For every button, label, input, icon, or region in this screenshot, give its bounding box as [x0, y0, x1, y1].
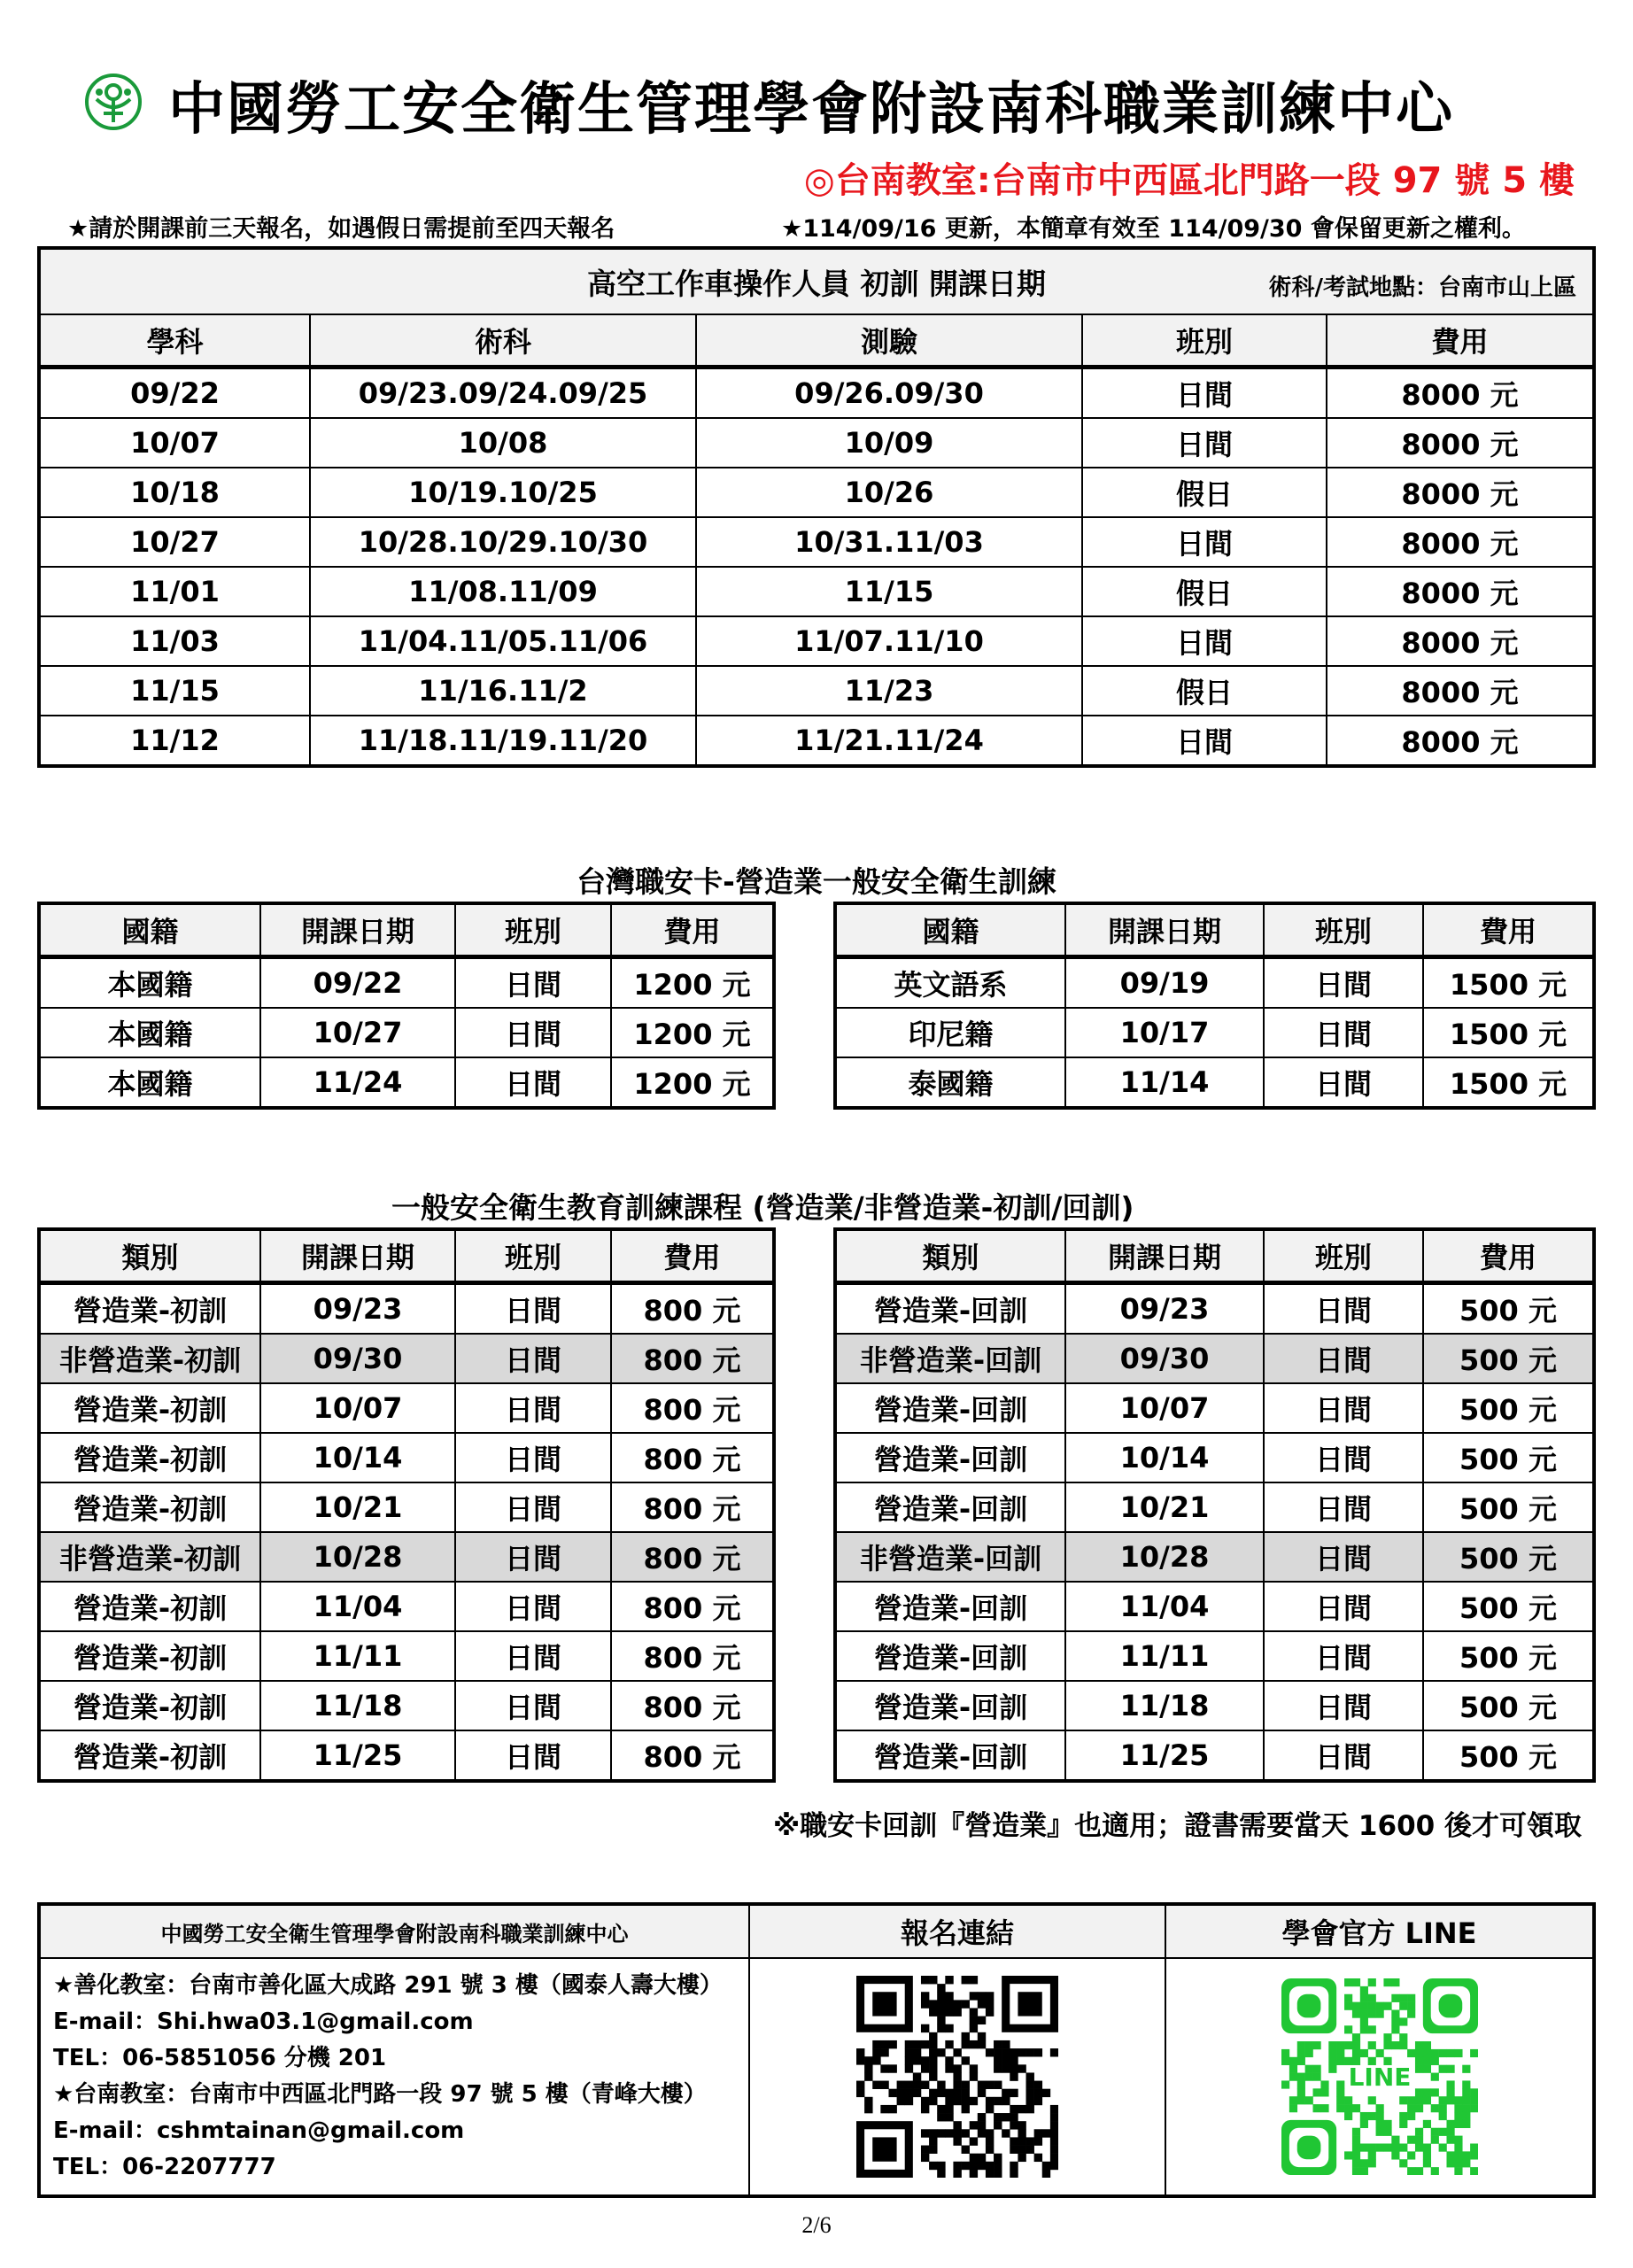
general-training-title: 一般安全衛生教育訓練課程 (營造業/非營造業-初訓/回訓): [391, 1190, 1134, 1225]
column-header: 班別: [455, 1229, 611, 1283]
column-header: 班別: [1082, 314, 1327, 368]
safety-card-foreign-table: [833, 902, 1596, 1110]
table-row: [39, 1057, 774, 1108]
table-cell: 營造業-回訓: [835, 1482, 1065, 1532]
table-row: [39, 1681, 774, 1730]
table-row: [39, 468, 1594, 517]
table-row: [39, 567, 1594, 616]
refresher-training-table: [833, 1227, 1596, 1783]
table-cell: 日間: [1082, 368, 1327, 419]
table-cell: 日間: [1082, 716, 1327, 766]
safety-card-local-table: [37, 902, 776, 1110]
table-cell: 11/08.11/09: [310, 567, 696, 616]
table-cell: 10/07: [260, 1383, 455, 1433]
table-row: [835, 1582, 1594, 1631]
table-row: [835, 1532, 1594, 1582]
table-row: [39, 1582, 774, 1631]
table-cell: 日間: [1264, 1681, 1423, 1730]
table-cell: 日間: [1264, 1582, 1423, 1631]
table-row: [39, 1008, 774, 1057]
table-cell: 11/25: [260, 1730, 455, 1781]
table-cell: 10/27: [39, 517, 310, 567]
table-cell: 日間: [1264, 1383, 1423, 1433]
registration-link-heading: 報名連結: [749, 1904, 1165, 1958]
table-row: [39, 418, 1594, 468]
table-row: [39, 517, 1594, 567]
column-header: 測驗: [696, 314, 1082, 368]
table-cell: 11/11: [1065, 1631, 1264, 1681]
exam-location: 術科/考試地點：台南市山上區: [1268, 275, 1577, 301]
table-cell: 800 元: [611, 1532, 774, 1582]
table-cell: 11/11: [260, 1631, 455, 1681]
shanhua-classroom: ★善化教室：台南市善化區大成路 291 號 3 樓（國泰人壽大樓）: [53, 1972, 723, 1999]
table-row: [39, 716, 1594, 766]
table-cell: 10/31.11/03: [696, 517, 1082, 567]
table-cell: 10/26: [696, 468, 1082, 517]
table-header-row: [39, 314, 1594, 368]
table-cell: 假日: [1082, 567, 1327, 616]
column-header: 術科: [310, 314, 696, 368]
table-cell: 11/07.11/10: [696, 616, 1082, 666]
table-cell: 800 元: [611, 1681, 774, 1730]
table-cell: 11/18.11/19.11/20: [310, 716, 696, 766]
table-cell: 8000 元: [1327, 468, 1594, 517]
table-cell: 日間: [455, 1433, 611, 1482]
column-header: 開課日期: [260, 1229, 455, 1283]
table-cell: 8000 元: [1327, 567, 1594, 616]
table-header-row: [835, 1229, 1594, 1283]
table-cell: 11/15: [39, 666, 310, 716]
table-cell: 800 元: [611, 1283, 774, 1335]
table-row: [835, 1057, 1594, 1108]
table-cell: 英文語系: [835, 957, 1065, 1009]
table-cell: 營造業-回訓: [835, 1681, 1065, 1730]
table-cell: 11/04: [1065, 1582, 1264, 1631]
table-cell: 11/04: [260, 1582, 455, 1631]
table-cell: 09/23: [1065, 1283, 1264, 1335]
table-cell: 11/12: [39, 716, 310, 766]
table-cell: 500 元: [1423, 1433, 1594, 1482]
table-cell: 日間: [455, 1681, 611, 1730]
table-cell: 10/19.10/25: [310, 468, 696, 517]
table-cell: 營造業-初訓: [39, 1482, 260, 1532]
table-row: [835, 1433, 1594, 1482]
table-cell: 營造業-初訓: [39, 1283, 260, 1335]
table-cell: 營造業-初訓: [39, 1582, 260, 1631]
column-header: 費用: [1327, 314, 1594, 368]
initial-training-table: [37, 1227, 776, 1783]
table-cell: 500 元: [1423, 1334, 1594, 1383]
table-cell: 10/27: [260, 1008, 455, 1057]
column-header: 開課日期: [1065, 1229, 1264, 1283]
table-cell: 10/17: [1065, 1008, 1264, 1057]
table-cell: 10/14: [1065, 1433, 1264, 1482]
column-header: 國籍: [835, 903, 1065, 957]
table-cell: 營造業-回訓: [835, 1582, 1065, 1631]
table-caption-row: [39, 248, 1594, 314]
table-cell: 1200 元: [611, 957, 774, 1009]
column-header: 開課日期: [1065, 903, 1264, 957]
column-header: 類別: [39, 1229, 260, 1283]
column-header: 班別: [455, 903, 611, 957]
table-cell: 11/23: [696, 666, 1082, 716]
table-cell: 10/07: [1065, 1383, 1264, 1433]
table-cell: 營造業-回訓: [835, 1383, 1065, 1433]
table-cell: 本國籍: [39, 1008, 260, 1057]
table-cell: 500 元: [1423, 1482, 1594, 1532]
table-cell: 500 元: [1423, 1631, 1594, 1681]
tainan-email[interactable]: E-mail：cshmtainan@gmail.com: [53, 2117, 465, 2144]
table-row: [835, 1730, 1594, 1781]
table-cell: 日間: [1082, 616, 1327, 666]
table-cell: 本國籍: [39, 1057, 260, 1108]
table-row: [835, 1681, 1594, 1730]
table-row: [39, 957, 774, 1009]
table-cell: 11/18: [1065, 1681, 1264, 1730]
tainan-phone: TEL：06-2207777: [53, 2154, 276, 2180]
table-cell: 09/23: [260, 1283, 455, 1335]
table-cell: 800 元: [611, 1631, 774, 1681]
table-row: [39, 1482, 774, 1532]
aerial-course-table: [37, 246, 1596, 768]
table-cell: 1500 元: [1423, 957, 1594, 1009]
contact-footer-table: [37, 1902, 1596, 2198]
table-cell: 11/25: [1065, 1730, 1264, 1781]
table-row: [39, 1334, 774, 1383]
aerial-table-title: 高空工作車操作人員 初訓 開課日期: [587, 266, 1046, 301]
table-cell: 日間: [455, 1730, 611, 1781]
table-cell: 8000 元: [1327, 716, 1594, 766]
table-cell: 印尼籍: [835, 1008, 1065, 1057]
table-cell: 日間: [1264, 957, 1423, 1009]
column-header: 開課日期: [260, 903, 455, 957]
page-title: 中國勞工安全衛生管理學會附設南科職業訓練中心: [168, 77, 1454, 143]
table-cell: 日間: [1082, 418, 1327, 468]
table-row: [39, 1283, 774, 1335]
table-cell: 500 元: [1423, 1283, 1594, 1335]
table-cell: 11/04.11/05.11/06: [310, 616, 696, 666]
table-row: [39, 666, 1594, 716]
table-cell: 營造業-初訓: [39, 1681, 260, 1730]
column-header: 班別: [1264, 903, 1423, 957]
table-row: [835, 957, 1594, 1009]
footer-org-heading: 中國勞工安全衛生管理學會附設南科職業訓練中心: [39, 1904, 749, 1958]
table-cell: 10/14: [260, 1433, 455, 1482]
table-row: [39, 616, 1594, 666]
table-cell: 假日: [1082, 666, 1327, 716]
update-note: ★114/09/16 更新，本簡章有效至 114/09/30 會保留更新之權利。: [781, 215, 1526, 243]
table-cell: 500 元: [1423, 1730, 1594, 1781]
table-cell: 09/30: [1065, 1334, 1264, 1383]
column-header: 班別: [1264, 1229, 1423, 1283]
table-cell: 09/22: [39, 368, 310, 419]
table-row: [835, 1334, 1594, 1383]
table-cell: 營造業-回訓: [835, 1631, 1065, 1681]
table-cell: 800 元: [611, 1433, 774, 1482]
table-cell: 日間: [455, 1482, 611, 1532]
table-cell: 非營造業-初訓: [39, 1532, 260, 1582]
table-cell: 10/28: [260, 1532, 455, 1582]
table-cell: 8000 元: [1327, 616, 1594, 666]
table-cell: 營造業-初訓: [39, 1383, 260, 1433]
table-cell: 日間: [455, 1631, 611, 1681]
tainan-classroom: ★台南教室：台南市中西區北門路一段 97 號 5 樓（青峰大樓）: [53, 2081, 707, 2108]
table-cell: 11/16.11/2: [310, 666, 696, 716]
table-cell: 1200 元: [611, 1008, 774, 1057]
table-row: [39, 1730, 774, 1781]
table-cell: 500 元: [1423, 1582, 1594, 1631]
table-row: [835, 1283, 1594, 1335]
table-cell: 日間: [1264, 1433, 1423, 1482]
column-header: 費用: [1423, 1229, 1594, 1283]
classroom-address: ◎台南教室:台南市中西區北門路一段 97 號 5 樓: [803, 160, 1575, 201]
shanhua-email[interactable]: E-mail：Shi.hwa03.1@gmail.com: [53, 2009, 474, 2035]
table-cell: 8000 元: [1327, 368, 1594, 419]
table-cell: 日間: [455, 1008, 611, 1057]
table-cell: 日間: [455, 1283, 611, 1335]
table-cell: 09/30: [260, 1334, 455, 1383]
table-cell: 營造業-回訓: [835, 1433, 1065, 1482]
table-cell: 09/19: [1065, 957, 1264, 1009]
table-cell: 500 元: [1423, 1383, 1594, 1433]
table-row: [39, 1631, 774, 1681]
table-cell: 泰國籍: [835, 1057, 1065, 1108]
table-cell: 800 元: [611, 1334, 774, 1383]
table-cell: 500 元: [1423, 1681, 1594, 1730]
table-row: [835, 1008, 1594, 1057]
table-cell: 09/23.09/24.09/25: [310, 368, 696, 419]
table-cell: 1500 元: [1423, 1057, 1594, 1108]
column-header: 學科: [39, 314, 310, 368]
table-cell: 日間: [455, 1057, 611, 1108]
table-row: [39, 1433, 774, 1482]
table-cell: 11/03: [39, 616, 310, 666]
table-cell: 10/28.10/29.10/30: [310, 517, 696, 567]
table-row: [835, 1631, 1594, 1681]
table-cell: 日間: [1264, 1482, 1423, 1532]
table-cell: 11/15: [696, 567, 1082, 616]
table-cell: 營造業-回訓: [835, 1730, 1065, 1781]
table-cell: 1200 元: [611, 1057, 774, 1108]
line-qr-cell: [1165, 1958, 1594, 2196]
table-cell: 非營造業-初訓: [39, 1334, 260, 1383]
table-cell: 日間: [1264, 1057, 1423, 1108]
registration-note: ★請於開課前三天報名，如遇假日需提前至四天報名: [67, 215, 615, 243]
certificate-note: ※職安卡回訓『營造業』也適用；證書需要當天 1600 後才可領取: [773, 1810, 1582, 1842]
table-header-row: [39, 1229, 774, 1283]
table-cell: 11/18: [260, 1681, 455, 1730]
line-account-heading: 學會官方 LINE: [1165, 1904, 1594, 1958]
table-cell: 800 元: [611, 1582, 774, 1631]
table-cell: 11/14: [1065, 1057, 1264, 1108]
table-cell: 日間: [1264, 1631, 1423, 1681]
table-cell: 營造業-初訓: [39, 1631, 260, 1681]
table-cell: 日間: [1264, 1532, 1423, 1582]
table-cell: 日間: [1264, 1283, 1423, 1335]
table-row: [835, 1383, 1594, 1433]
table-cell: 日間: [1264, 1008, 1423, 1057]
table-cell: 10/18: [39, 468, 310, 517]
table-cell: 10/21: [260, 1482, 455, 1532]
table-cell: 非營造業-回訓: [835, 1334, 1065, 1383]
column-header: 費用: [611, 903, 774, 957]
table-cell: 11/21.11/24: [696, 716, 1082, 766]
table-row: [39, 1532, 774, 1582]
contact-info: [39, 1958, 749, 2196]
table-cell: 800 元: [611, 1730, 774, 1781]
table-row: [39, 368, 1594, 419]
table-cell: 本國籍: [39, 957, 260, 1009]
association-logo: [84, 73, 143, 131]
registration-qr-code[interactable]: [856, 1976, 1058, 2178]
table-cell: 日間: [455, 1532, 611, 1582]
shanhua-phone: TEL：06-5851056 分機 201: [53, 2045, 387, 2071]
table-cell: 10/09: [696, 418, 1082, 468]
table-cell: 日間: [455, 957, 611, 1009]
registration-qr-cell: [749, 1958, 1165, 2196]
table-cell: 10/07: [39, 418, 310, 468]
table-cell: 11/24: [260, 1057, 455, 1108]
column-header: 國籍: [39, 903, 260, 957]
table-row: [835, 1482, 1594, 1532]
table-cell: 日間: [1264, 1730, 1423, 1781]
table-cell: 10/28: [1065, 1532, 1264, 1582]
table-cell: 10/21: [1065, 1482, 1264, 1532]
table-header-row: [39, 903, 774, 957]
safety-card-title: 台灣職安卡-營造業一般安全衛生訓練: [577, 864, 1056, 899]
table-cell: 10/08: [310, 418, 696, 468]
table-cell: 日間: [455, 1334, 611, 1383]
table-cell: 非營造業-回訓: [835, 1532, 1065, 1582]
table-cell: 假日: [1082, 468, 1327, 517]
table-header-row: [835, 903, 1594, 957]
table-cell: 8000 元: [1327, 418, 1594, 468]
table-cell: 營造業-回訓: [835, 1283, 1065, 1335]
table-cell: 8000 元: [1327, 666, 1594, 716]
table-cell: 日間: [455, 1383, 611, 1433]
table-cell: 1500 元: [1423, 1008, 1594, 1057]
table-row: [39, 1383, 774, 1433]
table-cell: 日間: [455, 1582, 611, 1631]
table-cell: 8000 元: [1327, 517, 1594, 567]
table-cell: 營造業-初訓: [39, 1433, 260, 1482]
line-label: LINE: [1348, 2063, 1411, 2092]
line-qr-code[interactable]: [1281, 1978, 1478, 2175]
column-header: 費用: [611, 1229, 774, 1283]
table-cell: 11/01: [39, 567, 310, 616]
table-cell: 日間: [1264, 1334, 1423, 1383]
table-cell: 營造業-初訓: [39, 1730, 260, 1781]
table-cell: 500 元: [1423, 1532, 1594, 1582]
column-header: 費用: [1423, 903, 1594, 957]
column-header: 類別: [835, 1229, 1065, 1283]
table-cell: 09/26.09/30: [696, 368, 1082, 419]
table-cell: 日間: [1082, 517, 1327, 567]
table-cell: 800 元: [611, 1482, 774, 1532]
table-cell: 09/22: [260, 957, 455, 1009]
table-cell: 800 元: [611, 1383, 774, 1433]
page-number: 2/6: [801, 2212, 832, 2238]
